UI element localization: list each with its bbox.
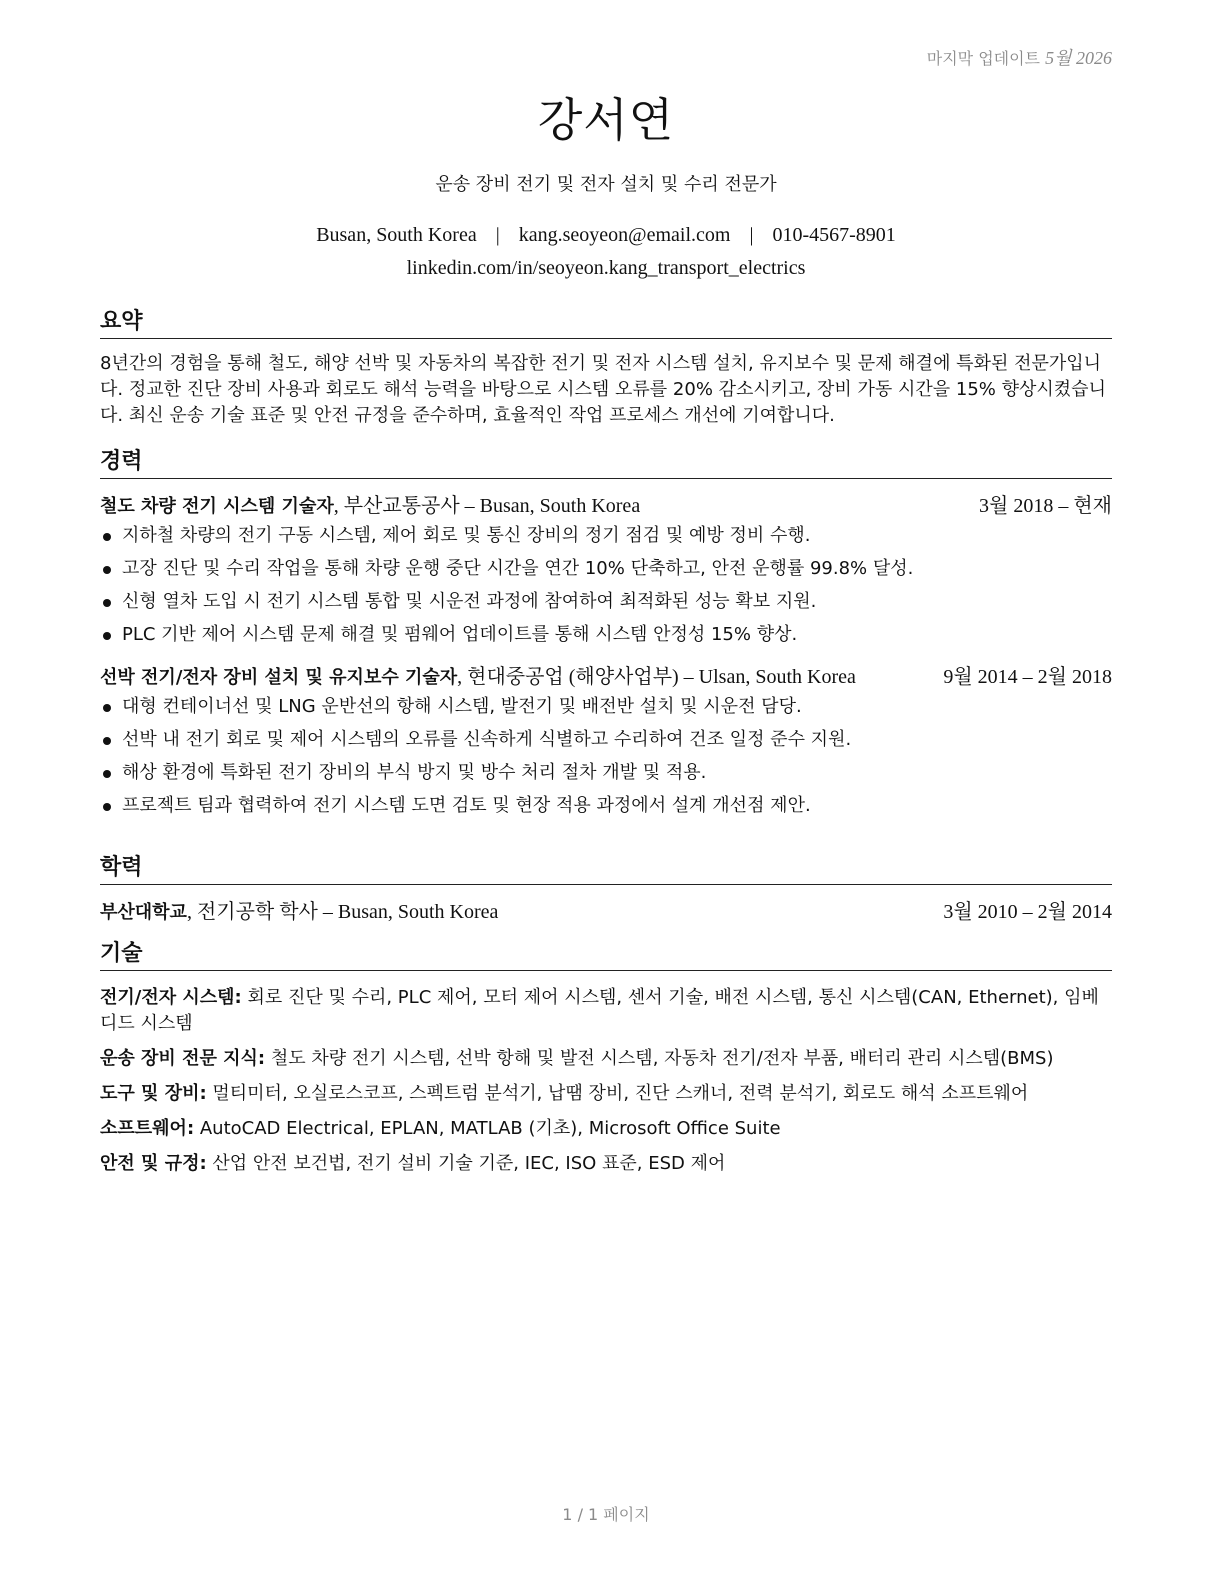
page-number: 1 / 1 페이지 <box>562 1505 650 1524</box>
job-header <box>100 493 1112 520</box>
skill-item <box>100 1151 1112 1177</box>
skill-text: 회로 진단 및 수리, PLC 제어, 모터 제어 시스템, 센서 기술, 배전 시스템, 통신 시스템(CAN, Ethernet), 임베디드 시스템 <box>100 987 1099 1034</box>
list-item: 선박 내 전기 회로 및 제어 시스템의 오류를 신속하게 식별하고 수리하여 건조 일정 준수 지원. <box>100 728 1112 752</box>
education-dates: 3월 2010 – 2월 2014 <box>943 901 1112 923</box>
phone: 010-4567-8901 <box>772 224 896 246</box>
skill-item <box>100 1046 1112 1072</box>
job-dates: 3월 2018 – 현재 <box>979 495 1112 517</box>
job-dates: 9월 2014 – 2월 2018 <box>943 666 1112 688</box>
skill-item <box>100 1116 1112 1142</box>
education-entry <box>100 899 1112 926</box>
skill-item <box>100 985 1112 1037</box>
skill-text: 멀티미터, 오실로스코프, 스펙트럼 분석기, 납땜 장비, 진단 스캐너, 전력 분석기, 회로도 해석 소프트웨어 <box>206 1083 1029 1104</box>
list-item: 지하철 차량의 전기 구동 시스템, 제어 회로 및 통신 장비의 정기 점검 및 예방 정비 수행. <box>100 524 1112 548</box>
updated-date: 5월 2026 <box>1045 48 1112 68</box>
summary-section <box>100 308 1112 429</box>
updated-label: 마지막 업데이트 <box>926 49 1041 68</box>
list-item: 해상 환경에 특화된 전기 장비의 부식 방지 및 방수 처리 절차 개발 및 적용. <box>100 761 1112 785</box>
separator: | <box>495 224 500 246</box>
candidate-name: 강서연 <box>537 93 675 147</box>
list-item: 프로젝트 팀과 협력하여 전기 시스템 도면 검토 및 현장 적용 과정에서 설계 개선점 제안. <box>100 794 1112 818</box>
location: Busan, South Korea <box>316 224 477 246</box>
list-item: 신형 열차 도입 시 전기 시스템 통합 및 시운전 과정에 참여하여 최적화된 성능 확보 지원. <box>100 590 1112 614</box>
school-name: 부산대학교 <box>100 902 187 923</box>
section-heading: 요약 <box>100 308 1112 339</box>
skill-label: 운송 장비 전문 지식: <box>100 1048 266 1069</box>
summary-text: 8년간의 경험을 통해 철도, 해양 선박 및 자동차의 복잡한 전기 및 전자 시스템 설치, 유지보수 및 문제 해결에 특화된 전문가입니다. 정교한 진단 장비 사용과 회로도 해석 능력을 바탕으로 시스템 오류를 20% 감소시키고, 장비 가동 시간을 15% 향상시켰습니다. 최신 운송 기술 표준 및 안전 규정을 준수하며, 효율적인 작업 프로세스 개선에 기여합니다. <box>100 353 1106 426</box>
last-updated <box>927 44 1112 70</box>
section-heading: 경력 <box>100 448 1112 479</box>
job-header <box>100 664 1112 691</box>
contact-line <box>100 224 1112 247</box>
skill-item <box>100 1081 1112 1107</box>
skills-section <box>100 940 1112 1186</box>
skill-text: 철도 차량 전기 시스템, 선박 항해 및 발전 시스템, 자동차 전기/전자 부품, 배터리 관리 시스템(BMS) <box>265 1048 1054 1069</box>
job-company: , 부산교통공사 – Busan, South Korea <box>333 495 641 517</box>
list-item: PLC 기반 제어 시스템 문제 해결 및 펌웨어 업데이트를 통해 시스템 안정성 15% 향상. <box>100 623 1112 647</box>
job-bullets <box>100 524 1112 647</box>
education-section <box>100 854 1112 926</box>
email-link[interactable]: kang.seoyeon@email.com <box>518 224 731 246</box>
skill-label: 안전 및 규정: <box>100 1153 207 1174</box>
job-entry <box>100 664 1112 818</box>
skill-label: 소프트웨어: <box>100 1118 195 1139</box>
skill-text: AutoCAD Electrical, EPLAN, MATLAB (기초), Microsoft Office Suite <box>194 1118 781 1139</box>
candidate-title: 운송 장비 전기 및 전자 설치 및 수리 전문가 <box>435 174 777 195</box>
section-heading: 학력 <box>100 854 1112 885</box>
job-company: , 현대중공업 (해양사업부) – Ulsan, South Korea <box>457 666 856 688</box>
experience-section <box>100 448 1112 827</box>
skill-label: 도구 및 장비: <box>100 1083 207 1104</box>
list-item: 고장 진단 및 수리 작업을 통해 차량 운행 중단 시간을 연간 10% 단축하고, 안전 운행률 99.8% 달성. <box>100 557 1112 581</box>
job-entry <box>100 493 1112 647</box>
skills-list <box>100 985 1112 1177</box>
section-heading: 기술 <box>100 940 1112 971</box>
job-title: 철도 차량 전기 시스템 기술자 <box>100 496 334 517</box>
resume-page <box>100 0 1112 1584</box>
skill-text: 산업 안전 보건법, 전기 설비 기술 기준, IEC, ISO 표준, ESD 제어 <box>206 1153 726 1174</box>
skill-label: 전기/전자 시스템: <box>100 987 242 1008</box>
separator: | <box>749 224 754 246</box>
linkedin-link[interactable]: linkedin.com/in/seoyeon.kang_transport_electrics <box>406 257 806 279</box>
job-bullets <box>100 695 1112 818</box>
degree: , 전기공학 학사 – Busan, South Korea <box>186 901 499 923</box>
list-item: 대형 컨테이너선 및 LNG 운반선의 항해 시스템, 발전기 및 배전반 설치 및 시운전 담당. <box>100 695 1112 719</box>
job-title: 선박 전기/전자 장비 설치 및 유지보수 기술자 <box>100 667 458 688</box>
